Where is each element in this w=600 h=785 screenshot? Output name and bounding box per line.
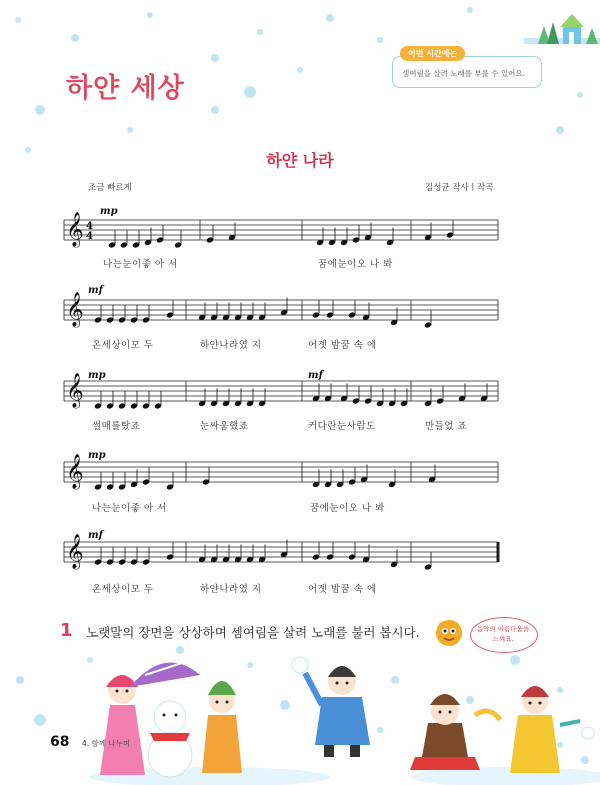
lyric-line: 하얀나라였 지 (200, 340, 262, 351)
time-signature: 4 (86, 231, 93, 242)
lyric-line: 나는눈이좋 아 서 (103, 259, 178, 270)
activity-number: 1 (60, 620, 73, 641)
time-signature: 4 (86, 221, 93, 232)
dynamic-marking: mp (88, 370, 106, 381)
treble-clef: 𝄞 (66, 373, 84, 408)
lyric-line: 만들었 죠 (425, 421, 468, 432)
dynamic-marking: mp (100, 206, 118, 217)
lyric-line: 나는눈이좋 아 서 (92, 503, 167, 514)
bubble-line: 음악의 아름다움을 (476, 625, 530, 633)
speech-bubble-text (470, 624, 536, 644)
dynamic-marking: mp (88, 450, 106, 461)
treble-clef: 𝄞 (66, 534, 84, 569)
dynamic-marking: mf (88, 285, 103, 296)
treble-clef: 𝄞 (66, 292, 84, 327)
lyric-line: 하얀나라였 지 (200, 584, 262, 595)
lyric-line: 어젯 밤꿈 속 에 (308, 340, 377, 351)
lyric-line: 온세상이모 두 (92, 340, 154, 351)
lyric-line: 커다란눈사람도 (308, 421, 376, 432)
lyric-line: 어젯 밤꿈 속 에 (308, 584, 377, 595)
page-number: 68 (50, 734, 70, 750)
lesson-title: 하얀 세상 (66, 73, 185, 104)
lyric-line: 꿈에눈이오 나 봐 (310, 503, 385, 514)
treble-clef: 𝄞 (66, 212, 84, 247)
lyric-line: 썰매를탔죠 (92, 421, 141, 432)
mascot-icon (432, 615, 466, 649)
objective-text: 셈여림을 살려 노래를 부를 수 있어요. (402, 69, 525, 78)
tempo-marking: 조금 빠르게 (88, 183, 132, 193)
lyric-line: 온세상이모 두 (92, 584, 154, 595)
lyric-line: 꿈에눈이오 나 봐 (318, 259, 393, 270)
activity-instruction: 노랫말의 장면을 상상하며 셈여림을 살려 노래를 불러 봅시다. (86, 625, 420, 640)
song-title: 하얀 나라 (266, 151, 334, 170)
song-credit: 김성균 작사ㅣ작곡 (425, 183, 494, 193)
bubble-line: 느껴요. (492, 635, 514, 643)
section-name: 4. 함께 나누며 (82, 739, 131, 748)
treble-clef: 𝄞 (66, 454, 84, 489)
objective-tag: 이번 시간에는 (400, 46, 465, 61)
children-playing-in-snow-illustration (90, 645, 600, 785)
dynamic-marking: mf (308, 370, 323, 381)
dynamic-marking: mf (88, 530, 103, 541)
lyric-line: 눈싸움했죠 (200, 421, 249, 432)
